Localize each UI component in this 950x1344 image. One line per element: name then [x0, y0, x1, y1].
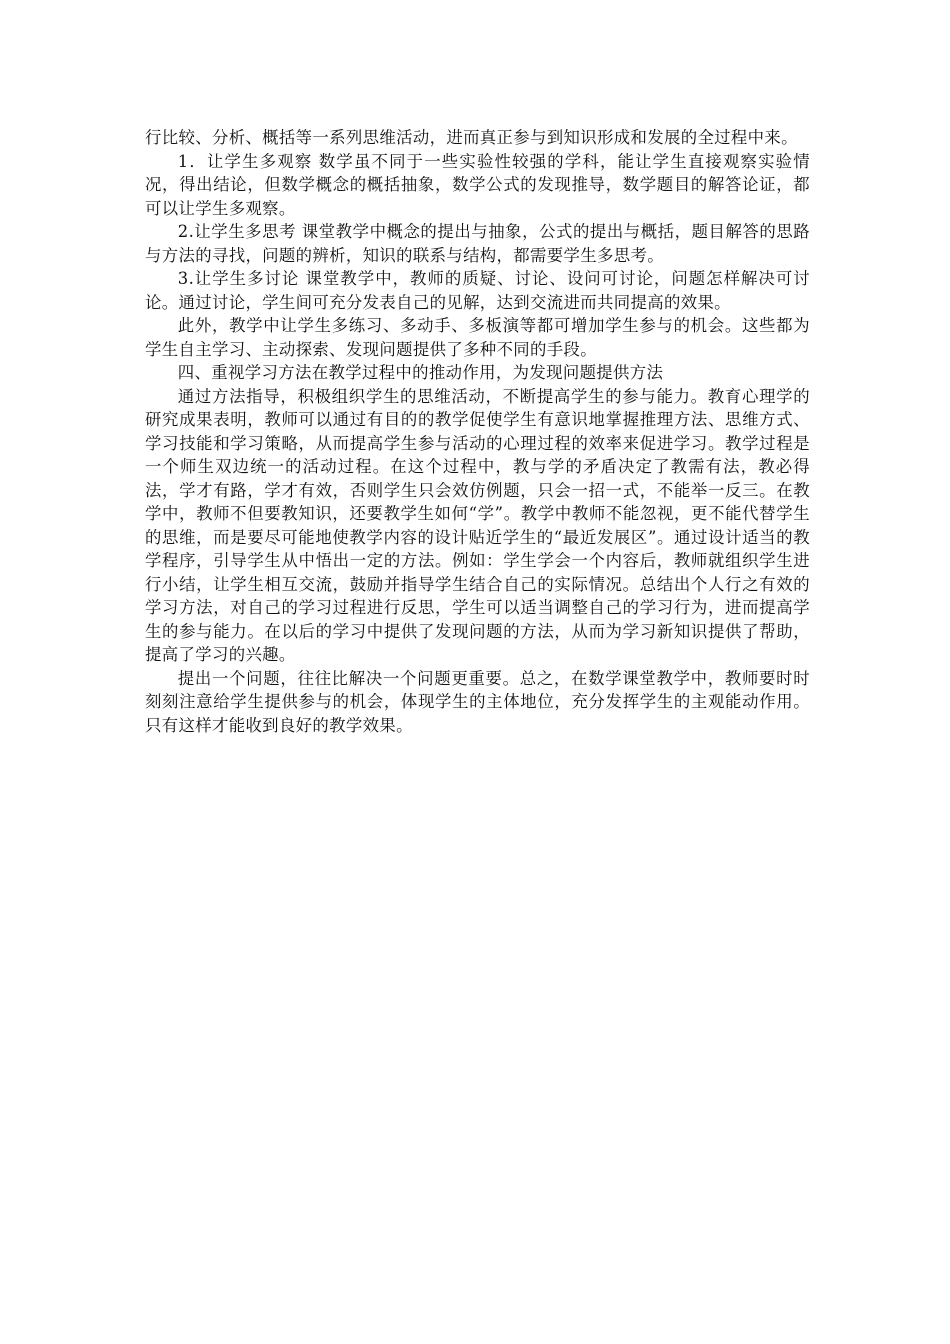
paragraph-conclusion: 提出一个问题，往往比解决一个问题更重要。总之，在数学课堂教学中，教师要时时刻刻注意给学生提供参与的机会，体现学生的主体地位，充分发挥学生的主观能动作用。只有这样才能收到良好的教学效果。 — [145, 668, 810, 735]
document-body — [145, 126, 810, 737]
paragraph-method-guidance: 通过方法指导，积极组织学生的思维活动，不断提高学生的参与能力。教育心理学的研究成果表明，教师可以通过有目的的教学促使学生有意识地掌握推理方法、思维方式、学习技能和学习策略，从而提高学生参与活动的心理过程的效率来促进学习。教学过程是一个师生双边统一的活动过程。在这个过程中，教与学的矛盾决定了教需有法，教必得法，学才有路，学才有效，否则学生只会效仿例题，只会一招一式，不能举一反三。在教学中，教师不但要教知识，还要教学生如何“学”。教学中教师不能忽视，更不能代替学生的思维，而是要尽可能地使教学内容的设计贴近学生的“最近发展区”。通过设计适当的教学程序，引导学生从中悟出一定的方法。例如：学生学会一个内容后，教师就组织学生进行小结，让学生相互交流，鼓励并指导学生结合自己的实际情况。总结出个人行之有效的学习方法，对自己的学习过程进行反思，学生可以适当调整自己的学习行为，进而提高学生的参与能力。在以后的学习中提供了发现问题的方法，从而为学习新知识提供了帮助，提高了学习的兴趣。 — [145, 386, 810, 664]
paragraph-think: 2.让学生多思考 课堂教学中概念的提出与抽象，公式的提出与概括，题目解答的思路与方法的寻找，问题的辨析，知识的联系与结构，都需要学生多思考。 — [145, 222, 810, 265]
paragraph-discuss: 3.让学生多讨论 课堂教学中，教师的质疑、讨论、设问可讨论，问题怎样解决可讨论。通过讨论，学生间可充分发表自己的见解，达到交流进而共同提高的效果。 — [145, 269, 810, 312]
paragraph-other-means: 此外，教学中让学生多练习、多动手、多板演等都可增加学生参与的机会。这些都为学生自主学习、主动探索、发现问题提供了多种不同的手段。 — [145, 316, 810, 359]
paragraph-observe: 1．让学生多观察 数学虽不同于一些实验性较强的学科，能让学生直接观察实验情况，得出结论，但数学概念的概括抽象，数学公式的发现推导，数学题目的解答论证，都可以让学生多观察。 — [145, 151, 810, 218]
section-heading-four: 四、重视学习方法在教学过程中的推动作用，为发现问题提供方法 — [177, 363, 664, 382]
paragraph-continuation: 行比较、分析、概括等一系列思维活动，进而真正参与到知识形成和发展的全过程中来。 — [145, 128, 798, 147]
